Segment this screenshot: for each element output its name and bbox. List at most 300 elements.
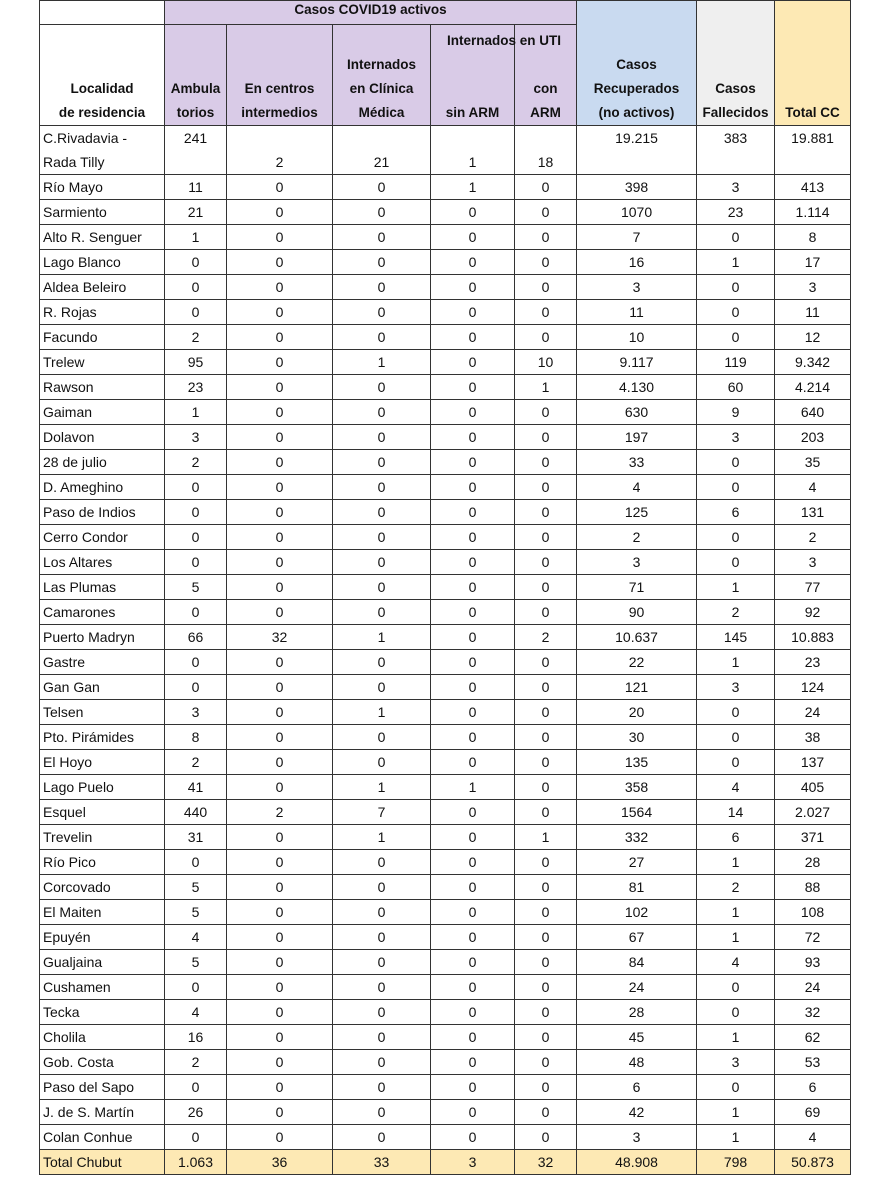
cell-centros: 0	[227, 425, 333, 450]
cell-localidad: Pto. Pirámides	[40, 725, 165, 750]
cell-clinica: 0	[333, 850, 431, 875]
cell-sin-arm: 0	[431, 200, 515, 225]
cell-centros: 0	[227, 325, 333, 350]
cell-con-arm: 2	[515, 625, 577, 650]
cell-con-arm: 0	[515, 950, 577, 975]
cell-fallecidos: 0	[697, 1075, 775, 1100]
cell-ambulatorios: 2	[165, 325, 227, 350]
cell-sin-arm: 0	[431, 375, 515, 400]
cell-localidad: Lago Blanco	[40, 250, 165, 275]
cell-total: 32	[775, 1000, 851, 1025]
header-recuperados: Casos Recuperados (no activos)	[577, 25, 697, 126]
cell-ambulatorios: 2	[165, 450, 227, 475]
cell-sin-arm: 0	[431, 850, 515, 875]
cell-fallecidos: 1	[697, 1025, 775, 1050]
cell-centros: 0	[227, 500, 333, 525]
cell-recuperados: 45	[577, 1025, 697, 1050]
cell-con-arm: 0	[515, 325, 577, 350]
cell-recuperados: 24	[577, 975, 697, 1000]
cell-recuperados: 20	[577, 700, 697, 725]
header-total-cc: Total CC	[775, 25, 851, 126]
cell-sin-arm: 0	[431, 1050, 515, 1075]
cell-fallecidos: 14	[697, 800, 775, 825]
table-row	[40, 1100, 851, 1125]
table-row	[40, 1075, 851, 1100]
cell-fallecidos: 0	[697, 725, 775, 750]
cell-clinica: 0	[333, 525, 431, 550]
cell-sin-arm: 0	[431, 325, 515, 350]
table-row	[40, 925, 851, 950]
cell-recuperados: 3	[577, 1125, 697, 1150]
total-label: Total Chubut	[40, 1150, 165, 1175]
cell-sin-arm: 0	[431, 525, 515, 550]
cell-sin-arm: 0	[431, 650, 515, 675]
table-row	[40, 900, 851, 925]
cell-clinica: 0	[333, 1050, 431, 1075]
cell-con-arm: 0	[515, 700, 577, 725]
cell-centros: 32	[227, 625, 333, 650]
cell-total: 38	[775, 725, 851, 750]
cell-fallecidos: 0	[697, 525, 775, 550]
cell-sin-arm: 0	[431, 400, 515, 425]
cell-ambulatorios: 23	[165, 375, 227, 400]
total-sin-arm: 3	[431, 1150, 515, 1175]
cell-fallecidos: 0	[697, 550, 775, 575]
cell-total: 35	[775, 450, 851, 475]
cell-fallecidos: 0	[697, 975, 775, 1000]
cell-localidad: 28 de julio	[40, 450, 165, 475]
table-row	[40, 126, 851, 175]
cell-localidad: Trevelin	[40, 825, 165, 850]
cell-sin-arm: 0	[431, 975, 515, 1000]
cell-total: 24	[775, 975, 851, 1000]
table-row	[40, 975, 851, 1000]
cell-total: 3	[775, 550, 851, 575]
cell-con-arm: 0	[515, 200, 577, 225]
cell-centros: 0	[227, 650, 333, 675]
cell-recuperados: 16	[577, 250, 697, 275]
cell-clinica: 0	[333, 375, 431, 400]
deceased-header-top	[697, 1, 775, 25]
cell-ambulatorios: 5	[165, 950, 227, 975]
cell-localidad: Cerro Condor	[40, 525, 165, 550]
cell-recuperados: 1564	[577, 800, 697, 825]
cell-sin-arm: 0	[431, 1100, 515, 1125]
cell-con-arm: 0	[515, 850, 577, 875]
cell-fallecidos: 0	[697, 300, 775, 325]
cell-total: 53	[775, 1050, 851, 1075]
cell-ambulatorios: 11	[165, 175, 227, 200]
cell-ambulatorios: 3	[165, 700, 227, 725]
cell-con-arm: 0	[515, 525, 577, 550]
cell-centros: 0	[227, 850, 333, 875]
table-row	[40, 525, 851, 550]
cell-total: 2.027	[775, 800, 851, 825]
cell-centros: 0	[227, 950, 333, 975]
cell-centros: 0	[227, 1000, 333, 1025]
cell-clinica: 0	[333, 450, 431, 475]
cell-ambulatorios: 0	[165, 525, 227, 550]
cell-clinica: 0	[333, 1075, 431, 1100]
cell-ambulatorios: 16	[165, 1025, 227, 1050]
cell-sin-arm: 1	[431, 775, 515, 800]
cell-localidad: Paso de Indios	[40, 500, 165, 525]
cell-clinica: 1	[333, 825, 431, 850]
cell-centros: 0	[227, 1050, 333, 1075]
cell-con-arm: 0	[515, 800, 577, 825]
cell-clinica: 0	[333, 400, 431, 425]
cell-recuperados: 135	[577, 750, 697, 775]
table-row	[40, 400, 851, 425]
table-row	[40, 675, 851, 700]
table-row	[40, 800, 851, 825]
cell-clinica: 7	[333, 800, 431, 825]
cell-fallecidos: 1	[697, 250, 775, 275]
cell-con-arm: 0	[515, 400, 577, 425]
cell-clinica: 0	[333, 975, 431, 1000]
cell-clinica: 0	[333, 750, 431, 775]
cell-ambulatorios: 2	[165, 1050, 227, 1075]
header-clinica-medica: Internados en Clínica Médica	[333, 25, 431, 126]
cell-localidad: D. Ameghino	[40, 475, 165, 500]
cell-sin-arm: 0	[431, 1125, 515, 1150]
cell-con-arm: 0	[515, 725, 577, 750]
cell-sin-arm: 0	[431, 575, 515, 600]
cell-recuperados: 3	[577, 275, 697, 300]
cell-recuperados: 42	[577, 1100, 697, 1125]
cell-sin-arm: 0	[431, 1075, 515, 1100]
cell-centros: 0	[227, 525, 333, 550]
cell-centros: 0	[227, 1125, 333, 1150]
cell-recuperados: 358	[577, 775, 697, 800]
cell-sin-arm: 0	[431, 225, 515, 250]
cell-localidad: Tecka	[40, 1000, 165, 1025]
total-recuperados: 48.908	[577, 1150, 697, 1175]
cell-fallecidos: 0	[697, 225, 775, 250]
cell-localidad: Gualjaina	[40, 950, 165, 975]
cell-ambulatorios: 8	[165, 725, 227, 750]
cell-centros: 0	[227, 975, 333, 1000]
cell-con-arm: 0	[515, 475, 577, 500]
cell-sin-arm: 0	[431, 550, 515, 575]
cell-recuperados: 10	[577, 325, 697, 350]
cell-localidad: Gastre	[40, 650, 165, 675]
cell-con-arm: 0	[515, 225, 577, 250]
cell-recuperados: 398	[577, 175, 697, 200]
cell-fallecidos: 1	[697, 925, 775, 950]
cell-recuperados: 28	[577, 1000, 697, 1025]
cell-recuperados: 197	[577, 425, 697, 450]
cell-fallecidos: 23	[697, 200, 775, 225]
cell-total: 413	[775, 175, 851, 200]
cell-ambulatorios: 0	[165, 300, 227, 325]
cell-ambulatorios: 5	[165, 575, 227, 600]
cell-total: 9.342	[775, 350, 851, 375]
cell-centros: 2	[227, 126, 333, 175]
cell-total: 88	[775, 875, 851, 900]
cell-recuperados: 7	[577, 225, 697, 250]
cell-recuperados: 48	[577, 1050, 697, 1075]
table-row	[40, 875, 851, 900]
cell-sin-arm: 0	[431, 1025, 515, 1050]
cell-clinica: 0	[333, 300, 431, 325]
table-row	[40, 1050, 851, 1075]
cell-centros: 0	[227, 1025, 333, 1050]
cell-total: 137	[775, 750, 851, 775]
cell-total: 92	[775, 600, 851, 625]
cell-clinica: 0	[333, 875, 431, 900]
cell-centros: 0	[227, 1075, 333, 1100]
cell-con-arm: 0	[515, 1075, 577, 1100]
cell-recuperados: 90	[577, 600, 697, 625]
table-row	[40, 950, 851, 975]
cell-con-arm: 0	[515, 1050, 577, 1075]
cell-localidad: Facundo	[40, 325, 165, 350]
cell-total: 3	[775, 275, 851, 300]
cell-con-arm: 0	[515, 975, 577, 1000]
cell-localidad: Camarones	[40, 600, 165, 625]
cell-total: 640	[775, 400, 851, 425]
cell-recuperados: 10.637	[577, 625, 697, 650]
cell-total: 203	[775, 425, 851, 450]
cell-sin-arm: 0	[431, 500, 515, 525]
header-fallecidos: Casos Fallecidos	[697, 25, 775, 126]
cell-localidad: Esquel	[40, 800, 165, 825]
cell-localidad: Alto R. Senguer	[40, 225, 165, 250]
cell-fallecidos: 9	[697, 400, 775, 425]
total-fallecidos: 798	[697, 1150, 775, 1175]
table-row	[40, 200, 851, 225]
cell-ambulatorios: 3	[165, 425, 227, 450]
cell-recuperados: 630	[577, 400, 697, 425]
cell-localidad: Río Mayo	[40, 175, 165, 200]
cell-clinica: 0	[333, 575, 431, 600]
cell-localidad: Río Pico	[40, 850, 165, 875]
cell-total: 124	[775, 675, 851, 700]
cell-con-arm: 0	[515, 550, 577, 575]
table-row	[40, 175, 851, 200]
cell-sin-arm: 0	[431, 350, 515, 375]
cell-localidad: Cholila	[40, 1025, 165, 1050]
table-row	[40, 625, 851, 650]
cell-localidad: Rawson	[40, 375, 165, 400]
header-localidad: Localidad de residencia	[40, 25, 165, 126]
uti-group-header: Internados en UTI	[446, 33, 561, 48]
cell-con-arm: 0	[515, 425, 577, 450]
cell-localidad: R. Rojas	[40, 300, 165, 325]
cell-sin-arm: 0	[431, 825, 515, 850]
cell-centros: 0	[227, 675, 333, 700]
table-row	[40, 425, 851, 450]
cell-con-arm: 10	[515, 350, 577, 375]
cell-con-arm: 0	[515, 900, 577, 925]
table-row	[40, 575, 851, 600]
cell-con-arm: 18	[515, 126, 577, 175]
cell-sin-arm: 0	[431, 700, 515, 725]
cell-centros: 0	[227, 600, 333, 625]
cell-ambulatorios: 0	[165, 1075, 227, 1100]
table-row	[40, 450, 851, 475]
header-ambulatorios: Ambula torios	[165, 25, 227, 126]
covid-cases-table	[39, 0, 851, 1175]
table-row	[40, 600, 851, 625]
cell-sin-arm: 0	[431, 900, 515, 925]
table-row	[40, 275, 851, 300]
cell-con-arm: 0	[515, 500, 577, 525]
cell-sin-arm: 0	[431, 925, 515, 950]
table-row	[40, 225, 851, 250]
cell-fallecidos: 0	[697, 700, 775, 725]
cell-recuperados: 27	[577, 850, 697, 875]
cell-sin-arm: 0	[431, 250, 515, 275]
cell-clinica: 0	[333, 325, 431, 350]
cell-con-arm: 0	[515, 775, 577, 800]
cell-total: 371	[775, 825, 851, 850]
cell-clinica: 0	[333, 275, 431, 300]
cell-sin-arm: 0	[431, 875, 515, 900]
cell-total: 24	[775, 700, 851, 725]
cell-con-arm: 0	[515, 175, 577, 200]
header-corner	[40, 1, 165, 25]
cell-fallecidos: 1	[697, 1100, 775, 1125]
cell-sin-arm: 0	[431, 300, 515, 325]
cell-sin-arm: 0	[431, 800, 515, 825]
cell-fallecidos: 145	[697, 625, 775, 650]
cell-sin-arm: 0	[431, 450, 515, 475]
cell-fallecidos: 1	[697, 850, 775, 875]
cell-clinica: 0	[333, 600, 431, 625]
cell-con-arm: 0	[515, 575, 577, 600]
cell-fallecidos: 0	[697, 750, 775, 775]
cell-centros: 0	[227, 375, 333, 400]
cell-total: 4	[775, 1125, 851, 1150]
cell-clinica: 0	[333, 500, 431, 525]
cell-localidad: Aldea Beleiro	[40, 275, 165, 300]
cell-centros: 0	[227, 175, 333, 200]
cell-con-arm: 1	[515, 825, 577, 850]
cell-total: 131	[775, 500, 851, 525]
table-row	[40, 475, 851, 500]
cell-centros: 2	[227, 800, 333, 825]
cell-ambulatorios: 0	[165, 1125, 227, 1150]
cell-ambulatorios: 26	[165, 1100, 227, 1125]
table-row	[40, 350, 851, 375]
table-row	[40, 375, 851, 400]
cell-fallecidos: 383	[697, 126, 775, 175]
cell-centros: 0	[227, 750, 333, 775]
cell-recuperados: 4.130	[577, 375, 697, 400]
cell-con-arm: 0	[515, 925, 577, 950]
table-row	[40, 700, 851, 725]
table-row	[40, 500, 851, 525]
cell-localidad: Colan Conhue	[40, 1125, 165, 1150]
cell-recuperados: 121	[577, 675, 697, 700]
cell-fallecidos: 3	[697, 1050, 775, 1075]
cell-total: 6	[775, 1075, 851, 1100]
cell-ambulatorios: 41	[165, 775, 227, 800]
cell-centros: 0	[227, 225, 333, 250]
active-cases-group-header: Casos COVID19 activos	[165, 1, 577, 25]
cell-clinica: 0	[333, 650, 431, 675]
cell-fallecidos: 0	[697, 275, 775, 300]
cell-ambulatorios: 4	[165, 1000, 227, 1025]
cell-con-arm: 0	[515, 675, 577, 700]
table-row	[40, 1125, 851, 1150]
total-row	[40, 1150, 851, 1175]
cell-sin-arm: 0	[431, 600, 515, 625]
cell-ambulatorios: 2	[165, 750, 227, 775]
cell-ambulatorios: 95	[165, 350, 227, 375]
header-uti-con-arm: con ARM	[515, 25, 577, 126]
cell-recuperados: 4	[577, 475, 697, 500]
recovered-header-top	[577, 1, 697, 25]
cell-centros: 0	[227, 550, 333, 575]
table-row	[40, 725, 851, 750]
cell-sin-arm: 0	[431, 475, 515, 500]
cell-localidad: Paso del Sapo	[40, 1075, 165, 1100]
cell-sin-arm: 0	[431, 750, 515, 775]
table-row	[40, 250, 851, 275]
cell-recuperados: 67	[577, 925, 697, 950]
total-centros: 36	[227, 1150, 333, 1175]
total-con-arm: 32	[515, 1150, 577, 1175]
cell-con-arm: 0	[515, 650, 577, 675]
cell-con-arm: 0	[515, 300, 577, 325]
table-row	[40, 550, 851, 575]
cell-fallecidos: 3	[697, 175, 775, 200]
cell-ambulatorios: 31	[165, 825, 227, 850]
cell-centros: 0	[227, 875, 333, 900]
cell-clinica: 0	[333, 250, 431, 275]
cell-clinica: 0	[333, 900, 431, 925]
cell-clinica: 0	[333, 925, 431, 950]
cell-centros: 0	[227, 825, 333, 850]
cell-con-arm: 0	[515, 250, 577, 275]
table-row	[40, 850, 851, 875]
cell-con-arm: 0	[515, 1025, 577, 1050]
cell-recuperados: 11	[577, 300, 697, 325]
cell-localidad: El Hoyo	[40, 750, 165, 775]
cell-total: 11	[775, 300, 851, 325]
cell-recuperados: 33	[577, 450, 697, 475]
cell-recuperados: 30	[577, 725, 697, 750]
cell-sin-arm: 1	[431, 126, 515, 175]
cell-ambulatorios: 0	[165, 600, 227, 625]
cell-clinica: 0	[333, 1025, 431, 1050]
cell-clinica: 0	[333, 175, 431, 200]
cell-total: 62	[775, 1025, 851, 1050]
cell-total: 93	[775, 950, 851, 975]
cell-centros: 0	[227, 200, 333, 225]
cell-clinica: 0	[333, 1000, 431, 1025]
cell-con-arm: 0	[515, 1000, 577, 1025]
cell-clinica: 0	[333, 725, 431, 750]
cell-fallecidos: 3	[697, 675, 775, 700]
cell-centros: 0	[227, 725, 333, 750]
cell-total: 1.114	[775, 200, 851, 225]
cell-recuperados: 2	[577, 525, 697, 550]
cell-recuperados: 9.117	[577, 350, 697, 375]
cell-localidad: Epuyén	[40, 925, 165, 950]
cell-ambulatorios: 440	[165, 800, 227, 825]
cell-localidad: Gan Gan	[40, 675, 165, 700]
total-ambulatorios: 1.063	[165, 1150, 227, 1175]
cell-total: 4	[775, 475, 851, 500]
table-row	[40, 300, 851, 325]
cell-sin-arm: 1	[431, 175, 515, 200]
cell-total: 28	[775, 850, 851, 875]
cell-localidad: Sarmiento	[40, 200, 165, 225]
